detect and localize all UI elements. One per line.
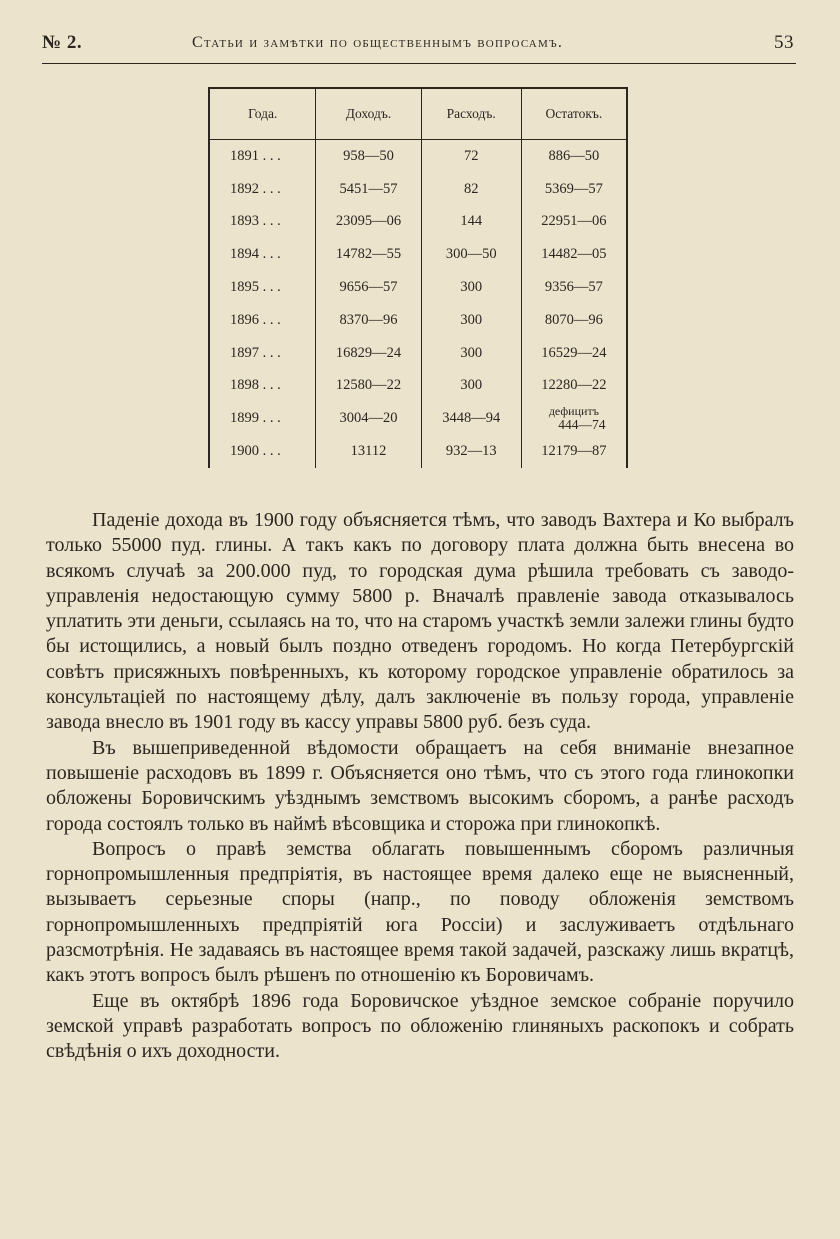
cell-income: 9656—57	[316, 271, 421, 304]
cell-balance: 22951—06	[521, 206, 627, 239]
cell-balance: 9356—57	[521, 271, 627, 304]
cell-expense: 300	[421, 271, 521, 304]
cell-balance: 12280—22	[521, 370, 627, 403]
cell-expense: 3448—94	[421, 402, 521, 435]
column-header-year: Года.	[209, 88, 316, 140]
table-row	[209, 337, 627, 370]
cell-expense: 144	[421, 206, 521, 239]
cell-expense: 300—50	[421, 238, 521, 271]
header-rule	[42, 63, 796, 64]
deficit-note	[542, 404, 605, 432]
column-header-balance: Остатокъ.	[521, 88, 627, 140]
cell-income: 14782—55	[316, 238, 421, 271]
paragraph: Въ вышеприведенной вѣдомости обращаетъ на себя вниманіе внезапное повышеніе расходовъ въ 1899 г. Объясняется оно тѣмъ, что съ этого года глинокопки обложены Боровичскимъ уѣзднымъ земствомъ высокимъ сборомъ, а ранѣе расходъ города состоялъ только въ наймѣ вѣсовщика и сторожа при глинокопкѣ.	[46, 736, 794, 835]
cell-expense: 932—13	[421, 435, 521, 468]
table-row	[209, 271, 627, 304]
table-row	[209, 238, 627, 271]
page-number: 53	[774, 32, 794, 53]
table-header-row	[209, 88, 627, 140]
article-body	[46, 508, 794, 1065]
page-header	[42, 32, 794, 62]
cell-year: 1895 . . .	[209, 271, 316, 304]
cell-balance: 886—50	[521, 140, 627, 173]
cell-income: 12580—22	[316, 370, 421, 403]
table-row	[209, 206, 627, 239]
paragraph: Еще въ октябрѣ 1896 года Боровичское уѣздное земское собраніе поручило земской управѣ разработать вопросъ по обложенію глиняныхъ раскопокъ и собрать свѣдѣнія о ихъ доходности.	[46, 989, 794, 1063]
cell-year: 1896 . . .	[209, 304, 316, 337]
cell-year: 1894 . . .	[209, 238, 316, 271]
cell-expense: 300	[421, 304, 521, 337]
table-row	[209, 140, 627, 173]
cell-year: 1900 . . .	[209, 435, 316, 468]
cell-income: 958—50	[316, 140, 421, 173]
column-header-expense: Расходъ.	[421, 88, 521, 140]
cell-year: 1893 . . .	[209, 206, 316, 239]
cell-income: 3004—20	[316, 402, 421, 435]
cell-balance	[521, 402, 627, 435]
cell-year: 1898 . . .	[209, 370, 316, 403]
cell-income: 16829—24	[316, 337, 421, 370]
cell-balance: 8070—96	[521, 304, 627, 337]
paragraph: Вопросъ о правѣ земства облагать повышеннымъ сборомъ различныя горнопромышленныя предпріятія, въ настоящее время далеко еще не выясненный, вызываетъ серьезные споры (напр., по поводу обложенія земствомъ горнопромышленныхъ предпріятій юга Россіи) и заслуживаетъ отдѣльнаго разсмотрѣнія. Не задаваясь въ настоящее время такой задачей, разскажу лишь вкратцѣ, какъ этотъ вопросъ былъ рѣшенъ по отношенію къ Боровичамъ.	[46, 837, 794, 987]
paragraph: Паденіе дохода въ 1900 году объясняется тѣмъ, что заводъ Вахтера и Ко выбралъ только 55000 пуд. глины. А такъ какъ по договору плата должна быть внесена во всякомъ случаѣ за 200.000 пуд, то городская дума рѣшила требовать съ заводо-управленія недостающую сумму 5800 р. Вначалѣ правленіе завода отказывалось уплатить эти деньги, ссылаясь на то, что на старомъ участкѣ земли залежи глины будто бы истощились, а новый былъ поздно отведенъ городомъ. Но когда Петербургскій совѣтъ присяжныхъ повѣренныхъ, къ которому городское управленіе обратилось за консультаціей по настоящему дѣлу, далъ заключеніе въ пользу города, управленіе завода внесло въ 1901 году въ кассу управы 5800 руб. безъ суда.	[46, 509, 794, 734]
table-row	[209, 304, 627, 337]
table-row	[209, 370, 627, 403]
cell-income: 8370—96	[316, 304, 421, 337]
table-row	[209, 173, 627, 206]
column-header-income: Доходъ.	[316, 88, 421, 140]
cell-expense: 300	[421, 370, 521, 403]
cell-year: 1897 . . .	[209, 337, 316, 370]
cell-balance: 16529—24	[521, 337, 627, 370]
cell-year: 1899 . . .	[209, 402, 316, 435]
cell-income: 23095—06	[316, 206, 421, 239]
cell-income: 13112	[316, 435, 421, 468]
cell-income: 5451—57	[316, 173, 421, 206]
cell-expense: 72	[421, 140, 521, 173]
running-title: Статьи и замѣтки по общественнымъ вопросамъ.	[192, 34, 564, 51]
cell-balance: 5369—57	[521, 173, 627, 206]
deficit-label: дефицитъ	[548, 403, 599, 418]
cell-balance: 14482—05	[521, 238, 627, 271]
cell-expense: 300	[421, 337, 521, 370]
table-row	[209, 402, 627, 435]
cell-balance: 12179—87	[521, 435, 627, 468]
cell-year: 1891 . . .	[209, 140, 316, 173]
cell-expense: 82	[421, 173, 521, 206]
issue-number: № 2.	[42, 32, 83, 53]
cell-year: 1892 . . .	[209, 173, 316, 206]
income-table	[208, 87, 628, 468]
table-row	[209, 435, 627, 468]
deficit-value: 444—74	[558, 416, 606, 432]
